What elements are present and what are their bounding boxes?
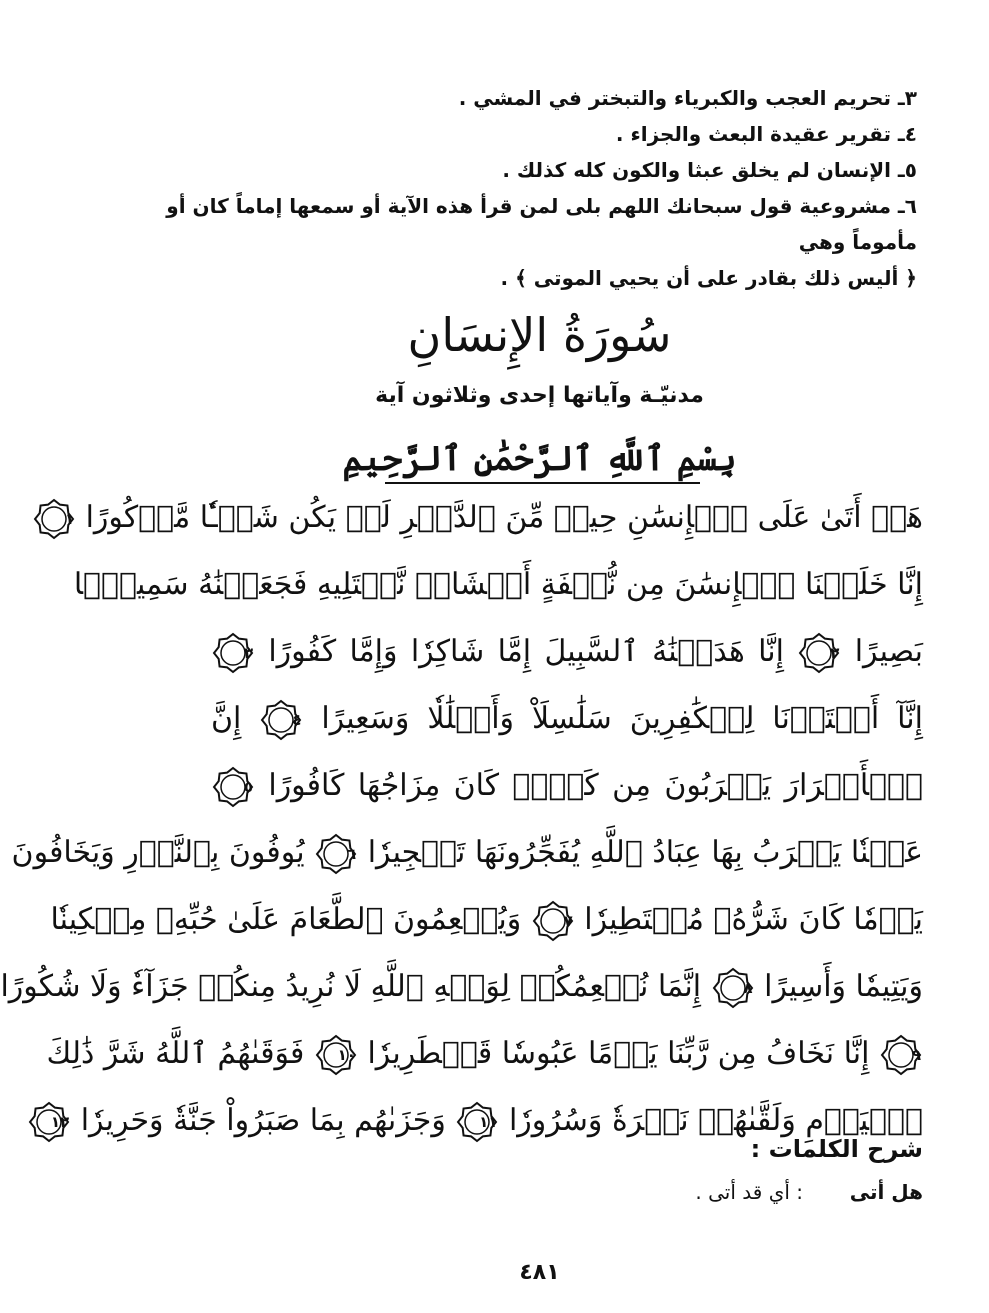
verse-text: إِنَّمَا نُطۡعِمُكُمۡ لِوَجۡهِ ٱللَّهِ لَا نُرِيدُ مِنكُمۡ جَزَآءٗ وَلَا شُكُورًا [0,969,702,1004]
note-item: ٣ـ تحريم العجب والكبرياء والتبختر في المشي . [458,86,917,110]
verse-line [46,1020,923,1087]
ayah-number: ١ [64,510,75,528]
verse-text: فَوَقَىٰهُمُ ٱللَّهُ شَرَّ ذَٰلِكَ [46,1036,305,1071]
ayah-number: ٩ [911,1046,921,1064]
ayah-number-marker [34,499,74,539]
verse-text: وَيَتِيمٗا وَأَسِيرًا [764,969,923,1004]
ayah-number: ٣ [243,644,253,662]
verse-text: هَلۡ أَتَىٰ عَلَى ٱلۡإِنسَٰنِ حِينٞ مِّنَ ٱلدَّهۡرِ لَمۡ يَكُن شَيۡـٔٗا مَّذۡكُورًا [85,500,923,535]
glossary-heading: شرح الكلمات : [750,1135,923,1163]
ayah-number-marker [213,767,253,807]
ayah-number-marker [316,1035,356,1075]
verse-line [0,953,923,1020]
ayah-number-marker [29,1102,69,1142]
glossary-definition: : أي قد أتى . [695,1180,803,1204]
quran-verses [0,484,923,1154]
verse-text: بَصِيرًا [854,634,923,669]
basmala: بِسْمِ ٱللَّهِ ٱلرَّحْمَٰنِ ٱلرَّحِيمِ [342,439,737,479]
verse-line [50,886,923,953]
glossary-term: هل أتى [849,1180,923,1204]
note-item: ﴿ أليس ذلك بقادر على أن يحيي الموتى ﴾ . [500,266,917,290]
verse-line [73,551,923,618]
verse-text: إِنَّآ أَعۡتَدۡنَا لِلۡكَٰفِرِينَ سَلَٰسِلَاْ وَأَغۡلَٰلٗا وَسَعِيرًا [321,701,923,736]
ayah-number: ٥ [243,778,253,796]
ayah-number-marker [799,633,839,673]
benefits-list [157,80,917,296]
verse-line [211,752,923,819]
verse-line [64,484,923,551]
ayah-number: ١١ [479,1113,498,1131]
ayah-number-marker [713,968,753,1008]
note-item: ٦ـ مشروعية قول سبحانك اللهم بلى لمن قرأ هذه الآية أو سمعها إماماً كان أو مأموماً وهي [166,194,917,254]
ayah-number-marker [213,633,253,673]
ayah-number: ٦ [346,845,357,863]
verse-text: يُوفُونَ بِٱلنَّذۡرِ وَيَخَافُونَ [11,835,305,870]
ayah-number: ٤ [292,711,302,729]
verse-text: وَيُطۡعِمُونَ ٱلطَّعَامَ عَلَىٰ حُبِّهِۦ مِسۡكِينٗا [50,902,522,937]
ayah-number-marker [457,1102,497,1142]
verse-text: ٱلۡأَبۡرَارَ يَشۡرَبُونَ مِن كَأۡسٖ كَانَ مِزَاجُهَا كَافُورًا [268,768,923,803]
ayah-number: ٧ [563,912,573,930]
verse-line [211,685,923,752]
page-number: ٤٨١ [519,1260,560,1285]
surah-title: سُورَةُ الإِنسَانِ [407,308,672,362]
ayah-number-marker [881,1035,921,1075]
verse-line [11,819,923,886]
note-item: ٥ـ الإنسان لم يخلق عبثا والكون كله كذلك . [502,158,917,182]
verse-text: ٱلۡيَوۡمِ وَلَقَّىٰهُمۡ نَضۡرَةٗ وَسُرُورٗا [508,1103,923,1138]
glossary-entry [163,1180,923,1212]
verse-text: إِنَّ [211,701,242,736]
ayah-number-marker [261,700,301,740]
ayah-number: ١٢ [50,1113,70,1131]
ayah-number: ١٠ [337,1046,356,1064]
ayah-number: ٢ [830,644,840,662]
ayah-number-marker [316,834,356,874]
surah-subtitle: مدنيّـة وآياتها إحدى وثلاثون آية [375,383,704,408]
verse-text: إِنَّا نَخَافُ مِن رَّبِّنَا يَوۡمًا عَبُوسٗا قَمۡطَرِيرٗا [367,1036,870,1071]
ayah-number: ٨ [743,979,753,997]
verse-text: يَوۡمٗا كَانَ شَرُّهُۥ مُسۡتَطِيرٗا [584,902,923,937]
verse-line [211,618,923,685]
note-item: ٤ـ تقرير عقيدة البعث والجزاء . [615,122,917,146]
verse-text: إِنَّا هَدَيۡنَٰهُ ٱلسَّبِيلَ إِمَّا شَاكِرٗا وَإِمَّا كَفُورًا [268,634,784,669]
verse-text: إِنَّا خَلَقۡنَا ٱلۡإِنسَٰنَ مِن نُّطۡفَةٍ أَمۡشَاجٖ نَّبۡتَلِيهِ فَجَعَلۡنَٰهُ سَمِيعَۢا [73,567,923,602]
verse-text: وَجَزَىٰهُم بِمَا صَبَرُواْ جَنَّةٗ وَحَرِيرٗا [80,1103,446,1138]
ayah-number-marker [533,901,573,941]
verse-text: عَيۡنٗا يَشۡرَبُ بِهَا عِبَادُ ٱللَّهِ يُفَجِّرُونَهَا تَفۡجِيرٗا [367,835,923,870]
